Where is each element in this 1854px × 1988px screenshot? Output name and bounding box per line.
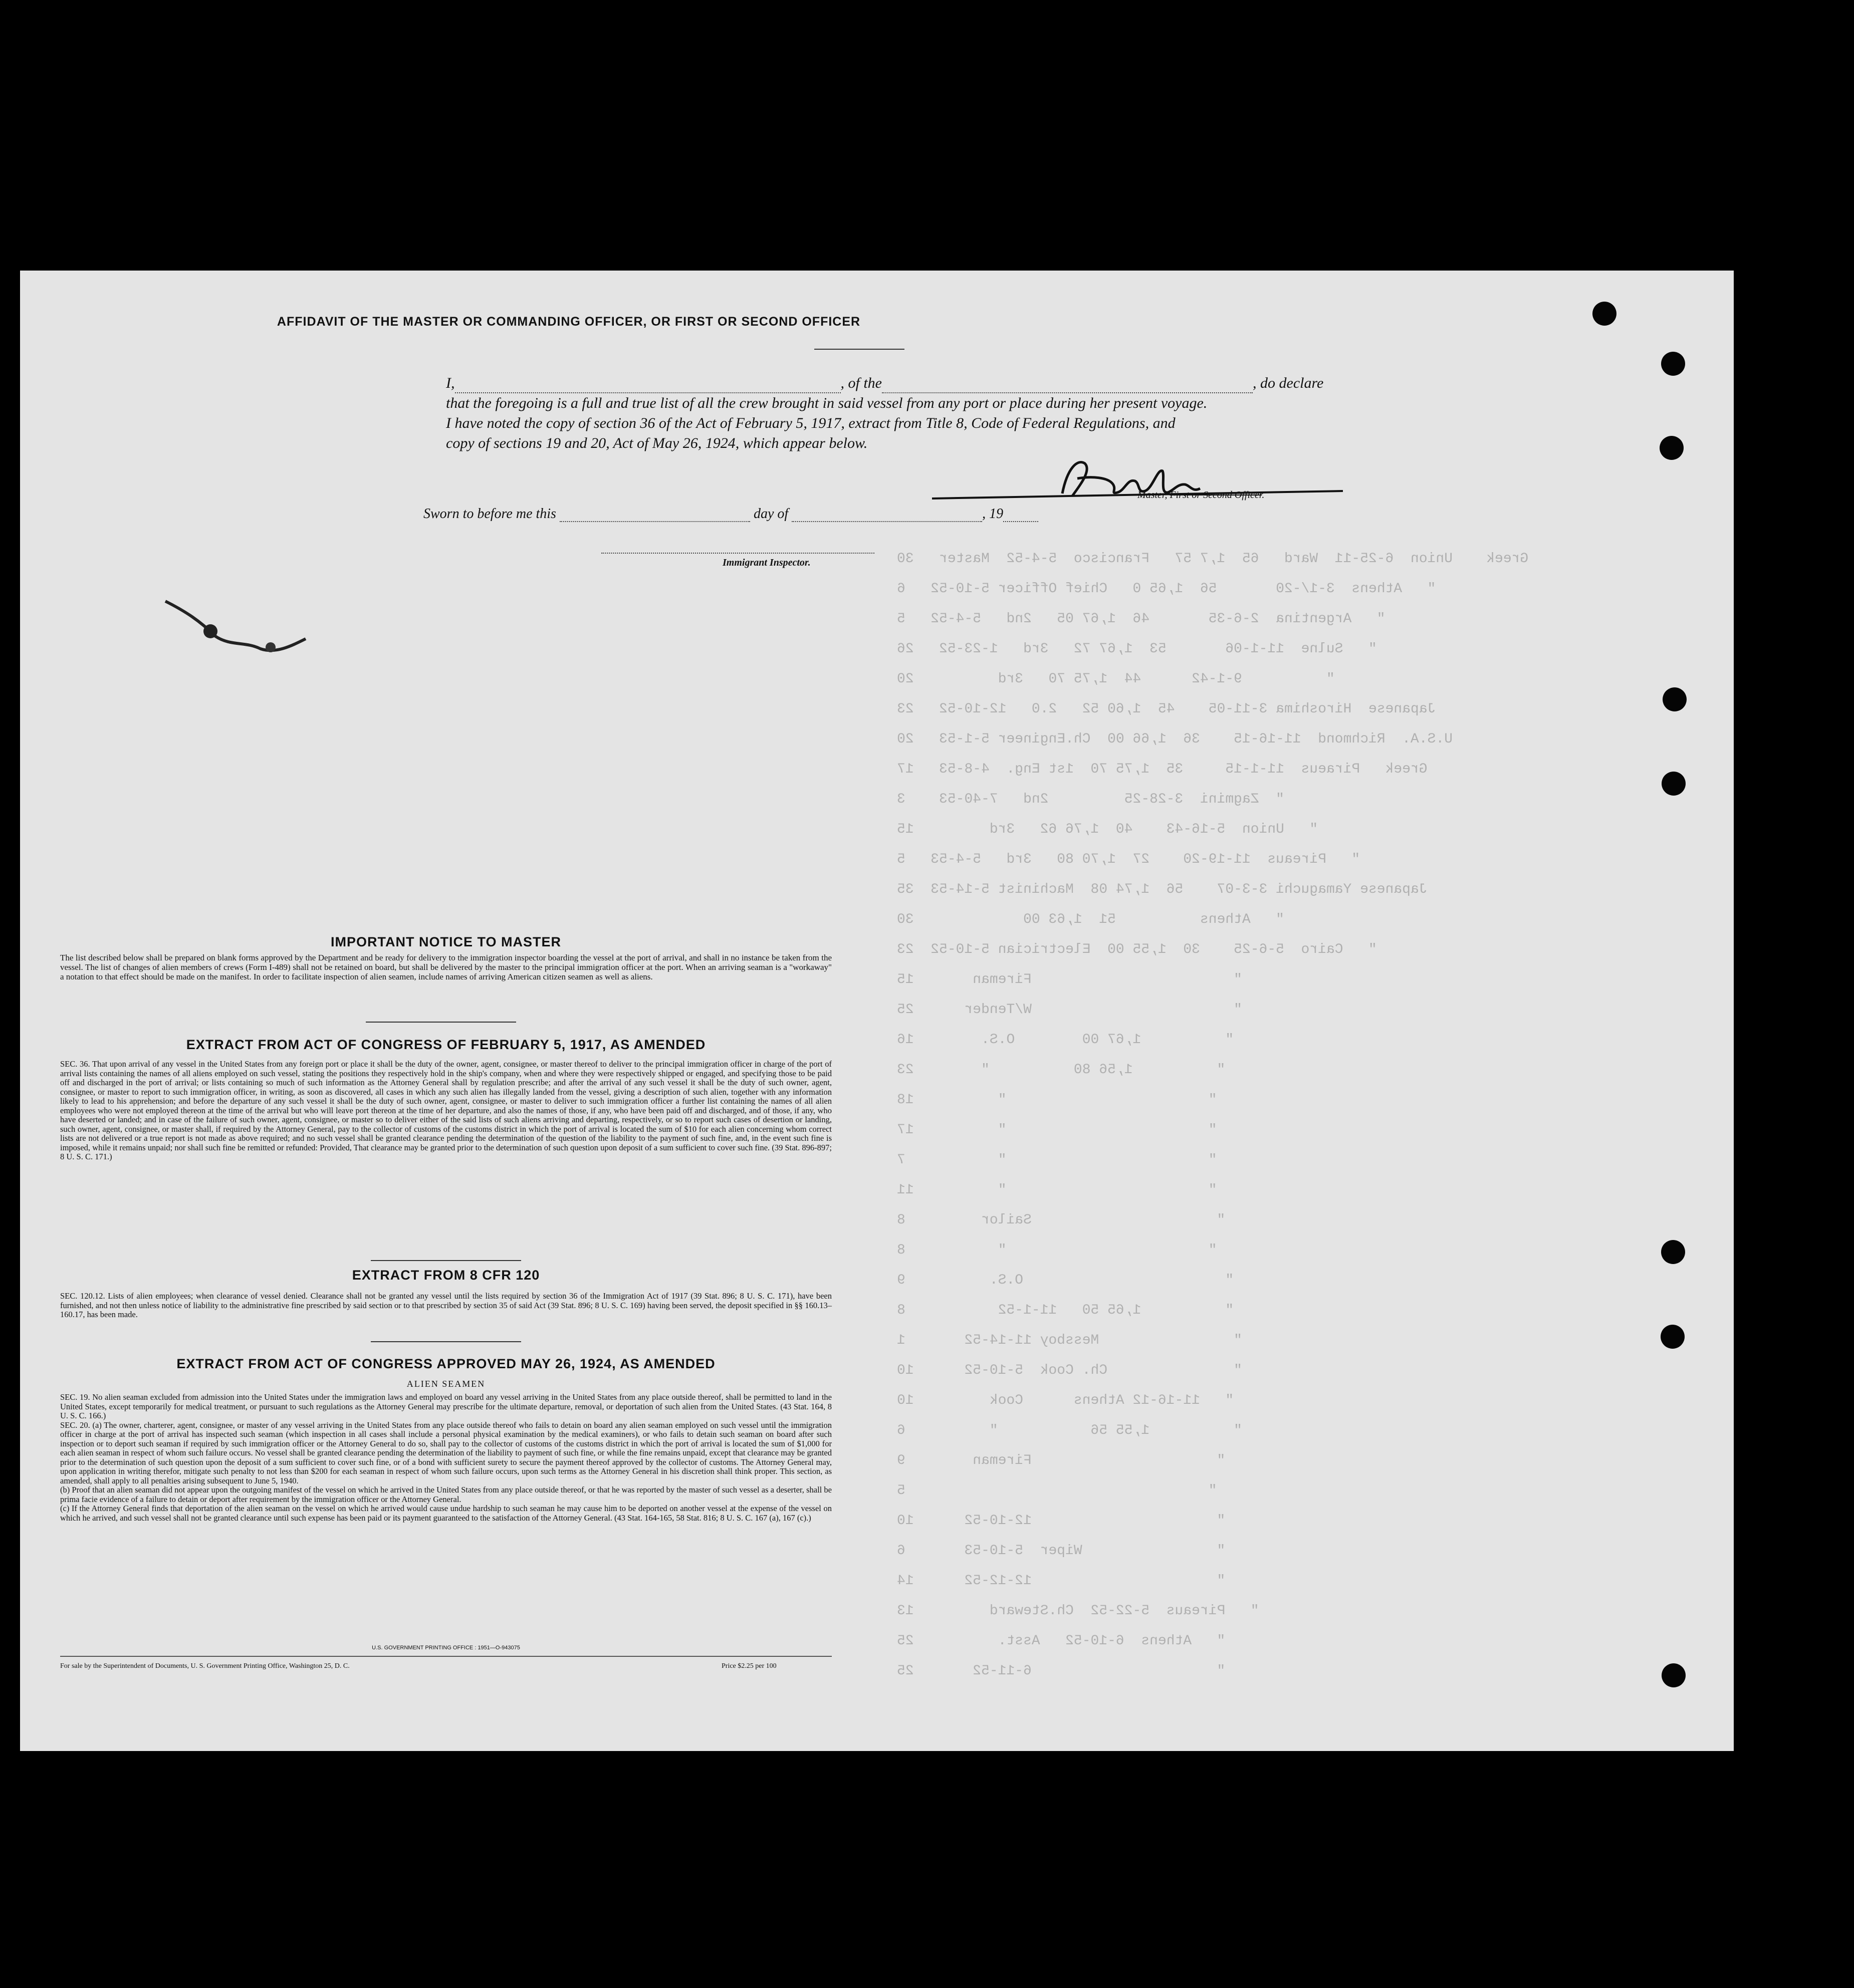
title-divider [814,349,904,350]
vessel-name-blank[interactable] [882,381,1253,393]
footer-sale-note: For sale by the Superintendent of Documents, U. S. Government Printing Office, Washington 25, D. C. [60,1662,350,1670]
section-20b-text: (b) Proof that an alien seaman did not appear upon the outgoing manifest of the vessel on which he arrived in the United States from any place outside thereof, or that he was reported by the master of such vessel as a deserter, shall be prima facie evidence of a failure to detain or deport after requirement by the immigration officer or the Attorney General. [60,1485,832,1504]
punch-hole [1661,1240,1685,1264]
inspector-label: Immigrant Inspector. [723,557,811,568]
section-20a-text: SEC. 20. (a) The owner, charterer, agent, consignee, or master of any vessel arriving in the United States from any place outside thereof who fails to detain on board any alien seaman employed on such vessel until the immigration officer in charge at the port of arrival has inspected such seaman (which inspection in all cases shall include a personal physical examination by the medical examiners), or who fails to detain such seaman on board after such inspection or to deport such seaman if required by such immigration officer or the Attorney General to do so, shall pay to the collector of customs of the customs district in which the port of arrival is located the sum of $1,000 for each alien seaman in respect of whom such failure occurs. No vessel shall be granted clearance pending the determination of the liability to payment of such fine, or while the fine remains unpaid, except that clearance may be granted prior to the determination of such question upon the deposit of a sum sufficient to cover such fine, or of a bond with sufficient surety to secure the payment thereof approved by the collector of customs. The Attorney General may, upon application in writing therefor, mitigate such penalty to not less than $200 for each seaman in respect of whom such failure occurs, upon such terms as the Attorney General in his discretion shall think proper. This section, as amended, shall apply to all penalties arising subsequent to June 5, 1940. [60,1420,832,1485]
declaration-line-2: that the foregoing is a full and true list of all the crew brought in said vessel from any port or place during her present voyage. [446,395,1208,411]
punch-hole [1660,436,1684,460]
extract-1917-title: EXTRACT FROM ACT OF CONGRESS OF FEBRUARY 5, 1917, AS AMENDED [186,1037,706,1052]
master-name-blank[interactable] [455,381,841,393]
sworn-month-blank[interactable] [792,510,982,522]
master-title: Master, First or Second Officer. [1137,489,1265,501]
extract-1917-text: SEC. 36. That upon arrival of any vessel in the United States from any foreign port or place it shall be the duty of the owner, agent, consignee, or master thereof to deliver to the principal immigration officer in charge of the port of arrival lists containing the names of all aliens employed on such vessel, stating the positions they respectively hold in the ship's company, when and where they were respectively shipped or engaged, and specifying those to be paid off and discharged in the port of arrival; or lists containing so much of such information as the Attorney General shall by regulation prescribe; and after the arrival of any such vessel it shall be the duty of such owner, agent, consignee, or master to report to such immigration officer, in writing, as soon as discovered, all cases in which any such alien has illegally landed from the vessel, giving a description of such alien, together with any information likely to lead to his apprehension; and before the departure of any such vessel it shall be the duty of such owner, agent, consignee, or master to deliver to such immigration officer a further list containing the names of all alien employees who were not employed thereon at the time of the arrival but who will leave port thereon at the time of her departure, and also the names of those, if any, who have been paid off and discharged, and of those, if any, who have deserted or landed; and in case of the failure of such owner, agent, consignee, or master so to deliver either of the said lists of such aliens arriving and departing, respectively, or so to report such cases of desertion or landing, such owner, agent, consignee, or master shall, if required by the Attorney General, pay to the collector of customs of the customs district in which the port of arrival is located the sum of $10 for each alien concerning whom correct lists are not delivered or a true report is not made as above required; and no such vessel shall be granted clearance pending the determination of the question of the liability to the payment of such fine, and, in the event such fine is imposed, while it remains unpaid; nor shall such fine be remitted or refunded: Provided, That clearance may be granted prior to the determination of such question upon deposit of a sum sufficient to cover such fine. (39 Stat. 896-897; 8 U. S. C. 171.) [60,1059,832,1161]
notice-title: IMPORTANT NOTICE TO MASTER [331,934,561,949]
section-19-text: SEC. 19. No alien seaman excluded from admission into the United States under the immigration laws and employed on board any vessel arriving in the United States from any place outside thereof, shall be permitted to land in the United States, except temporarily for medical treatment, or pursuant to such regulations as the Attorney General may prescribe for the ultimate departure, removal, or deportation of such alien from the United States. (43 Stat. 164, 8 U. S. C. 166.) [60,1392,832,1420]
extract-1924-subtitle: ALIEN SEAMEN [406,1379,486,1389]
master-signature [912,448,1353,514]
gpo-imprint: U.S. GOVERNMENT PRINTING OFFICE : 1951—O-943075 [372,1645,520,1651]
footer-rule [60,1656,832,1657]
punch-hole [1662,772,1686,796]
punch-hole [1663,687,1687,711]
ink-smudge [155,591,321,666]
divider [366,1022,516,1023]
sworn-year-blank[interactable] [1003,510,1038,522]
divider [371,1341,521,1342]
extract-1924-body [60,1393,832,1523]
document-page: AFFIDAVIT OF THE MASTER OR COMMANDING OFFICER, OR FIRST OR SECOND OFFICER I, , of the , do declare that the foregoing is a full and true list of all the crew brought in said vessel from any port or place during her present voyage. I have noted the copy of section 36 of the Act of February 5, 1917, extract from Title 8, Code of Federal Regulations, and copy of sections 19 and 20, Act of May 26, 1924, which appear below. Master, First or Second Officer. Sworn to before me this day of , 19 Immigrant Inspector. IMPORTANT NOTICE TO MASTER The list described below shall be prepared on blank forms approved by the Department and be ready for delivery to the immigration inspector boarding the vessel at the port of arrival, and shall in no instance be taken from the vessel. The list of changes of alien members of crews (Form I-489) shall not be retained on board, but shall be delivered by the master to the principal immigration officer at the port. When an arriving seaman is a "workaway" a notation to that effect should be made on the manifest. In order to facilitate inspection of alien seamen, include names of arriving American citizen seamen as well as aliens. EXTRACT FROM ACT OF CONGRESS OF FEBRUARY 5, 1917, AS AMENDED SEC. 36. That upon arrival of any vessel in the United States from any foreign port or place it shall be the duty of the owner, agent, consignee, or master thereof to deliver to the principal immigration officer in charge of the port of arrival lists containing the names of all aliens employed on such vessel, stating the positions they respectively hold in the ship's company, when and where they were respectively shipped or engaged, and specifying those to be paid off and discharged in the port of arrival; or lists containing so much of such information as the Attorney General shall by regulation prescribe; and after the arrival of any such vessel it shall be the duty of such owner, agent, consignee, or master to report to such immigration officer, in writing, as soon as discovered, all cases in which any such alien has illegally landed from the vessel, giving a description of such alien, together with any information likely to lead to his apprehension; and before the departure of any such vessel it shall be the duty of such owner, agent, consignee, or master to deliver to such immigration officer a further list containing the names of all alien employees who were not employed thereon at the time of the arrival but who will leave port thereon at the time of her departure, and also the names of those, if any, who have been paid off and discharged, and of those, if any, who have deserted or landed; and in case of the failure of such owner, agent, consignee, or master so to deliver either of the said lists of such aliens arriving and departing, respectively, or so to report such cases of desertion or landing, such owner, agent, consignee, or master shall, if required by the Attorney General, pay to the collector of customs of the customs district in which the port of arrival is located the sum of $10 for each alien concerning whom correct lists are not delivered or a true report is not made as above required; and no such vessel shall be granted clearance pending the determination of the question of the liability to the payment of such fine, and, in the event such fine is imposed, while it remains unpaid; nor shall such fine be remitted or refunded: Provided, That clearance may be granted prior to the determination of such question upon deposit of a sum sufficient to cover such fine. (39 Stat. 896-897; 8 U. S. C. 171.) EXTRACT FROM 8 CFR 120 SEC. 120.12. Lists of alien employees; when clearance of vessel denied. Clearance shall not be granted any vessel until the lists required by section 36 of the Immigration Act of 1917 (39 Stat. 896; 8 U. S. C. 171), have been furnished, and not then unless notice of liability to the administrative fine prescribed by said section or to that prescribed by section 35 of said Act (39 Stat. 896; 8 U. S. C. 169) having been served, the deposit specified in §§ 160.13–160.17, has been made. EXTRACT FROM ACT OF CONGRESS APPROVED MAY 26, 1924, AS AMENDED ALIEN SEAMEN SEC. 19. No alien seaman excluded from admission into the United States under the immigration laws and employed on board any vessel arriving in the United States from any place outside thereof, shall be permitted to land in the United States, except temporarily for medical treatment, or pursuant to such regulations as the Attorney General may prescribe for the ultimate departure, removal, or deportation of such alien from the United States. (43 Stat. 164, 8 U. S. C. 166.) SEC. 20. (a) The owner, charterer, agent, consignee, or master of any vessel arriving in the United States from any place outside thereof who fails to detain on board any alien seaman employed on such vessel until the immigration officer in charge at the port of arrival has inspected such seaman (which inspection in all cases shall include a personal physical examination by the medical examiners), or who fails to detain such seaman on board after such inspection or to deport such seaman if required by such immigration officer or the Attorney General to do so, shall pay to the collector of customs of the customs district in which the port of arrival is located the sum of $1,000 for each alien seaman in respect of whom such failure occurs. No vessel shall be granted clearance pending the determination of the liability to payment of such fine, or while the fine remains unpaid, except that clearance may be granted prior to the determination of such question upon the deposit of a sum sufficient to cover such fine, or of a bond with sufficient surety to secure the payment thereof approved by the collector of customs. The Attorney General may, upon application in writing therefor, mitigate such penalty to not less than $200 for each seaman in respect of whom such failure occurs, upon such terms as the Attorney General in his discretion shall think proper. This section, as amended, shall apply to all penalties arising subsequent to June 5, 1940. (b) Proof that an alien seaman did not appear upon the outgoing manifest of the vessel on which he arrived in the United States from any place outside thereof, or that he was reported by the master of such vessel as a deserter, shall be prima facie evidence of a failure to detain or deport after requirement by the immigration officer or the Attorney General. (c) If the Attorney General finds that deportation of the alien seaman on the vessel on which he arrived would cause undue hardship to such seaman he may cause him to be deported on another vessel at the expense of the vessel on which he arrived, and such vessel shall not be granted clearance until such expense has been paid or its payment guaranteed to the satisfaction of the Attorney General. (43 Stat. 164-165, 58 Stat. 816; 8 U. S. C. 167 (a), 167 (c).) U.S. GOVERNMENT PRINTING OFFICE : 1951—O-943075 For sale by the Superintendent of Documents, U. S. Government Printing Office, Washington 25, D. C. Price $2.25 per 100 Greek Union 6-25-11 Ward 65 1,7 57 Francisco 5-4-52 Master 30 " Athens 3-1/-20 56 1,65 0 Chief Officer 5-10-52 6 " Argentina 2-6-35 46 1,67 05 2nd 5-4-52 5 " Sulne 11-1-06 53 1,67 72 3rd 1-23-52 26 " 9-1-42 44 1,75 70 3rd 20 Japanese Hiroshima 3-11-05 45 1,60 52 2.0 12-10-52 23 U.S.A. Richmond 11-16-15 36 1,66 00 Ch.Engineer 5-1-53 20 Greek Piraeus 11-1-15 35 1,75 70 1st Eng. 4-8-53 17 " Zagmini 3-28-25 2nd 7-40-53 3 " Union 5-16-43 40 1,76 62 3rd 15 " Pireaus 11-19-20 27 1,70 80 3rd 5-4-53 5 Japanese Yamaguchi 3-3-07 56 1,74 08 Machinist 5-14-53 35 " Athens 51 1,63 00 30 " Cairo 5-6-25 30 1,55 00 Electrician 5-10-52 23 " Fireman 15 " W/Tender 25 " 1,67 00 O.S. 16 " 1,56 80 " 23 " " 18 " " 17 " " 7 " " 11 " Sailor 8 " " 8 " O.S. 9 " 1,65 50 11-1-52 8 " Messboy 11-14-52 1 " Ch. Cook 5-10-52 10 " 11-16-12 Athens Cook 10 " 1,55 56 " 6 " Fireman 9 " 5 " 12-10-52 10 " Wiper 5-10-53 6 " 12-12-52 14 " Pireaus 5-22-52 Ch.Steward 13 " Athens 6-10-52 Asst. 25 " 6-11-52 25 [20,271,1734,1751]
struck-officer-text: First or Second Officer [1170,489,1262,501]
footer-price: Price $2.25 per 100 [722,1662,777,1670]
declaration-line-1: I, , of the , do declare [446,373,1353,393]
punch-hole [1661,352,1685,376]
declaration-line-4: copy of sections 19 and 20, Act of May 26, 1924, which appear below. [446,435,868,451]
extract-cfr-title: EXTRACT FROM 8 CFR 120 [352,1268,540,1283]
inspector-signature-line[interactable] [601,553,874,554]
punch-hole [1592,302,1616,326]
declaration-line-3: I have noted the copy of section 36 of the Act of February 5, 1917, extract from Title 8, Code of Federal Regulations, and [446,415,1176,431]
punch-hole [1661,1325,1685,1349]
affidavit-declaration [446,373,1353,453]
sworn-day-blank[interactable] [560,510,750,522]
notice-text: The list described below shall be prepared on blank forms approved by the Department and be ready for delivery to the immigration inspector boarding the vessel at the port of arrival, and shall in no instance be taken from the vessel. The list of changes of alien members of crews (Form I-489) shall not be retained on board, but shall be delivered by the master to the principal immigration officer at the port. When an arriving seaman is a "workaway" a notation to that effect should be made on the manifest. In order to facilitate inspection of alien seamen, include names of arriving American citizen seamen as well as aliens. [60,953,832,981]
section-20c-text: (c) If the Attorney General finds that deportation of the alien seaman on the vessel on which he arrived would cause undue hardship to such seaman he may cause him to be deported on another vessel at the expense of the vessel on which he arrived, and such vessel shall not be granted clearance until such expense has been paid or its payment guaranteed to the satisfaction of the Attorney General. (43 Stat. 164-165, 58 Stat. 816; 8 U. S. C. 167 (a), 167 (c).) [60,1504,832,1523]
sworn-line: Sworn to before me this day of , 19 [423,506,1038,522]
affidavit-title: AFFIDAVIT OF THE MASTER OR COMMANDING OFFICER, OR FIRST OR SECOND OFFICER [277,315,861,329]
punch-hole [1662,1663,1686,1687]
extract-cfr-text: SEC. 120.12. Lists of alien employees; when clearance of vessel denied. Clearance shall not be granted any vessel until the lists required by section 36 of the Immigration Act of 1917 (39 Stat. 896; 8 U. S. C. 171), have been furnished, and not then unless notice of liability to the administrative fine prescribed by said section or to that prescribed by section 35 of said Act (39 Stat. 896; 8 U. S. C. 169) having been served, the deposit specified in §§ 160.13–160.17, has been made. [60,1291,832,1319]
extract-1924-title: EXTRACT FROM ACT OF CONGRESS APPROVED MAY 26, 1924, AS AMENDED [176,1356,716,1371]
divider [371,1260,521,1261]
